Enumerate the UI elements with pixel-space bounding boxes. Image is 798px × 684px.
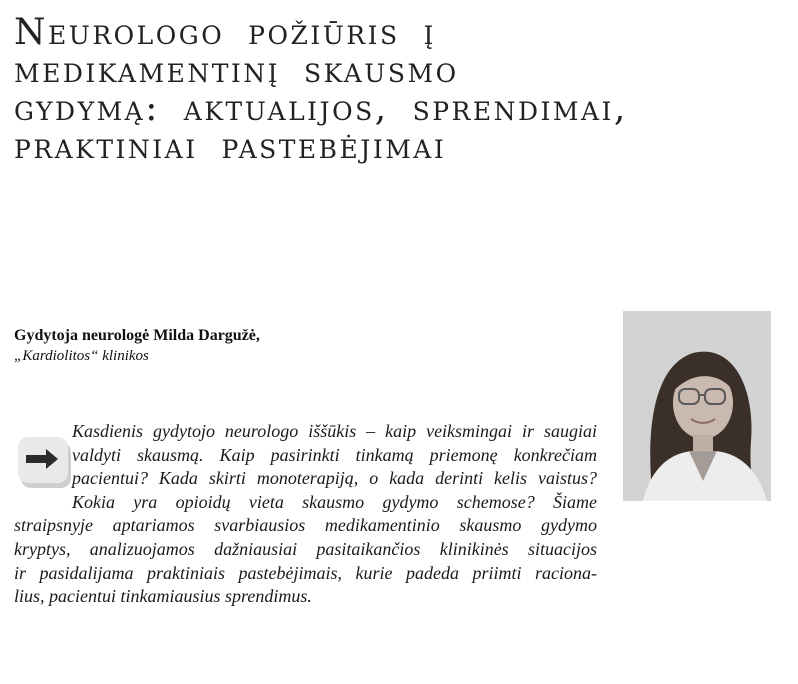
- abstract-line: pacientui? Kada skirti monoterapiją, o kada derinti kelis vaistus?: [72, 468, 597, 489]
- abstract: [14, 420, 597, 609]
- author-affiliation: „Kardiolitos“ klinikos: [14, 348, 149, 364]
- abstract-line: Kokia yra opioidų vieta skausmo gydymo schemose? Šiame: [72, 491, 597, 512]
- abstract-line: Kasdienis gydytojo neurologo iššūkis – kaip veiksmingai ir saugiai: [72, 421, 597, 441]
- abstract-line: straipsnyje aptariamos svarbiausios medikamentinio skausmo gydymo: [14, 515, 597, 536]
- abstract-line: kryptys, analizuojamos dažniausiai pasitaikančios klinikinės situacijos: [14, 538, 597, 559]
- author-photo: [623, 311, 771, 501]
- author-name: Gydytoja neurologė Milda Dargužė,: [14, 327, 260, 344]
- title-line: medikamentinį skausmo: [14, 50, 459, 91]
- abstract-line: ir pasidalijama praktiniais pastebėjimais, kurie padeda priimti raciona-: [14, 562, 597, 583]
- author-block: [14, 326, 260, 366]
- abstract-line: lius, pacientui tinkamiausius sprendimus.: [14, 586, 312, 607]
- article-title: [14, 14, 734, 166]
- title-line: praktiniai pastebėjimai: [14, 126, 447, 167]
- abstract-line: valdyti skausmą. Kaip pasirinkti tinkamą priemonę konkrečiam: [72, 444, 597, 465]
- title-line: gydymą: aktualijos, sprendimai,: [14, 88, 628, 129]
- title-line: Neurologo požiūris į: [14, 12, 436, 53]
